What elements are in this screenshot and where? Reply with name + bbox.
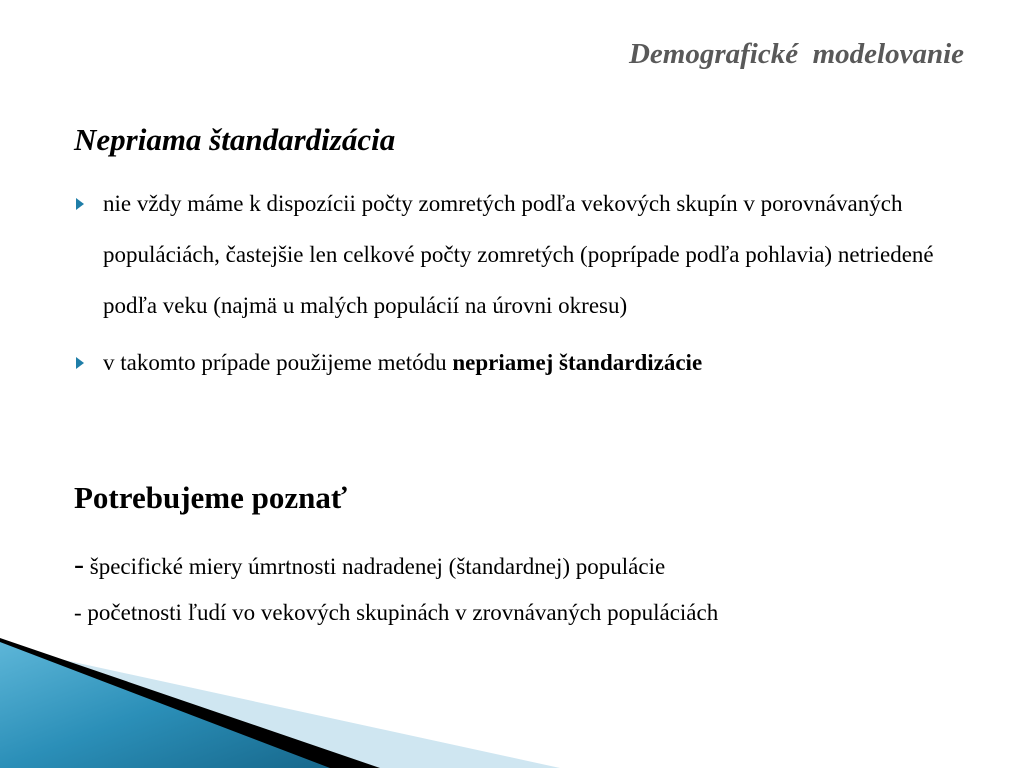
bullet-item	[74, 178, 954, 331]
section-heading-we-need-to-know: Potrebujeme poznať	[74, 480, 348, 515]
bullet-list	[74, 178, 954, 388]
bullet-text: v takomto prípade použijeme metódu	[103, 350, 453, 375]
bullet-item	[74, 337, 954, 388]
bullet-emphasis: nepriamej štandardizácie	[452, 350, 703, 375]
requirement-line	[74, 548, 665, 582]
section-heading-indirect-standardization: Nepriama štandardizácia	[74, 122, 396, 157]
triangle-bullet-icon	[76, 198, 84, 210]
requirement-line	[74, 600, 718, 626]
slide-header-title: Demografické modelovanie	[628, 38, 964, 70]
bullet-text: nie vždy máme k dispozícii počty zomretých podľa vekových skupín v porovnávaných populáciách, častejšie len celkové počty zomretých (poprípade podľa pohlavia) netriedené podľa veku (najmä u malých populácií na úrovni okresu)	[103, 191, 934, 318]
decorative-corner-wave	[0, 638, 1024, 768]
requirement-text: špecifické miery úmrtnosti nadradenej (štandardnej) populácie	[84, 554, 666, 579]
requirement-text: - početnosti ľudí vo vekových skupinách v zrovnávaných populáciách	[74, 600, 719, 625]
dash-marker: -	[74, 548, 84, 581]
triangle-bullet-icon	[76, 357, 84, 369]
